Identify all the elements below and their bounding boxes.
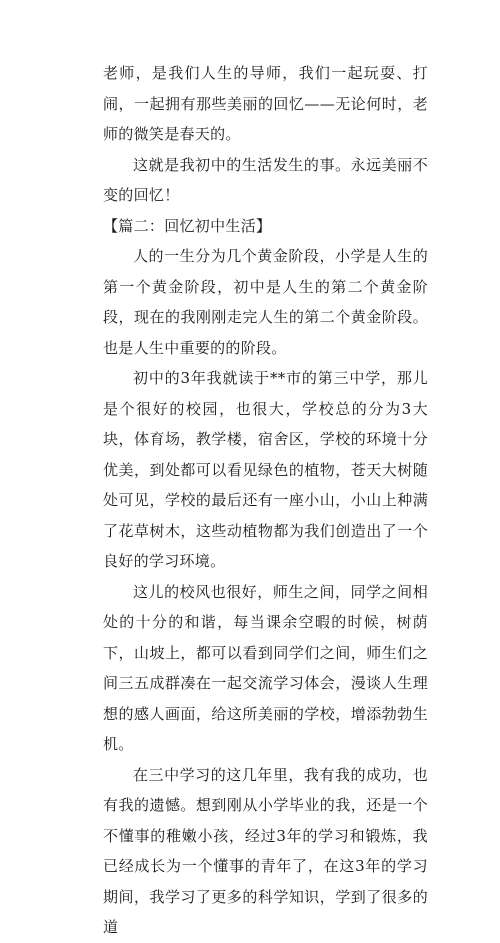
paragraph-1: 老师，是我们人生的导师，我们一起玩耍、打闹，一起拥有那些美丽的回忆——无论何时，老师的微笑是春天的。	[103, 64, 428, 143]
paragraph-6: 在三中学习的这几年里，我有我的成功，也有我的遗憾。想到刚从小学毕业的我，还是一个不懂事的稚嫩小孩，经过3年的学习和锻炼，我已经成长为一个懂事的青年了，在这3年的学习期间，我学习了更多的科学知识，学到了很多的道	[103, 765, 428, 936]
section-heading: 【篇二：回忆初中生活】	[103, 216, 272, 235]
paragraph-5: 这儿的校风也很好，师生之间，同学之间相处的十分的和谐，每当课余空暇的时候，树荫下，山坡上，都可以看到同学们之间，师生们之间三五成群凑在一起交流学习体会，漫谈人生理想的感人画面，给这所美丽的学校，增添勃勃生机。	[103, 582, 428, 753]
paragraph-4: 初中的3年我就读于**市的第三中学，那儿是个很好的校园，也很大，学校总的分为3大块，体育场，教学楼，宿舍区，学校的环境十分优美，到处都可以看见绿色的植物，苍天大树随处可见，学校的最后还有一座小山，小山上种满了花草树木，这些动植物都为我们创造出了一个良好的学习环境。	[103, 369, 428, 570]
paragraph-2: 这就是我初中的生活发生的事。永远美丽不变的回忆！	[103, 155, 428, 204]
paragraph-3: 人的一生分为几个黄金阶段，小学是人生的第一个黄金阶段，初中是人生的第二个黄金阶段，现在的我刚刚走完人生的第二个黄金阶段。也是人生中重要的的阶段。	[103, 247, 428, 357]
document-body	[103, 58, 428, 943]
